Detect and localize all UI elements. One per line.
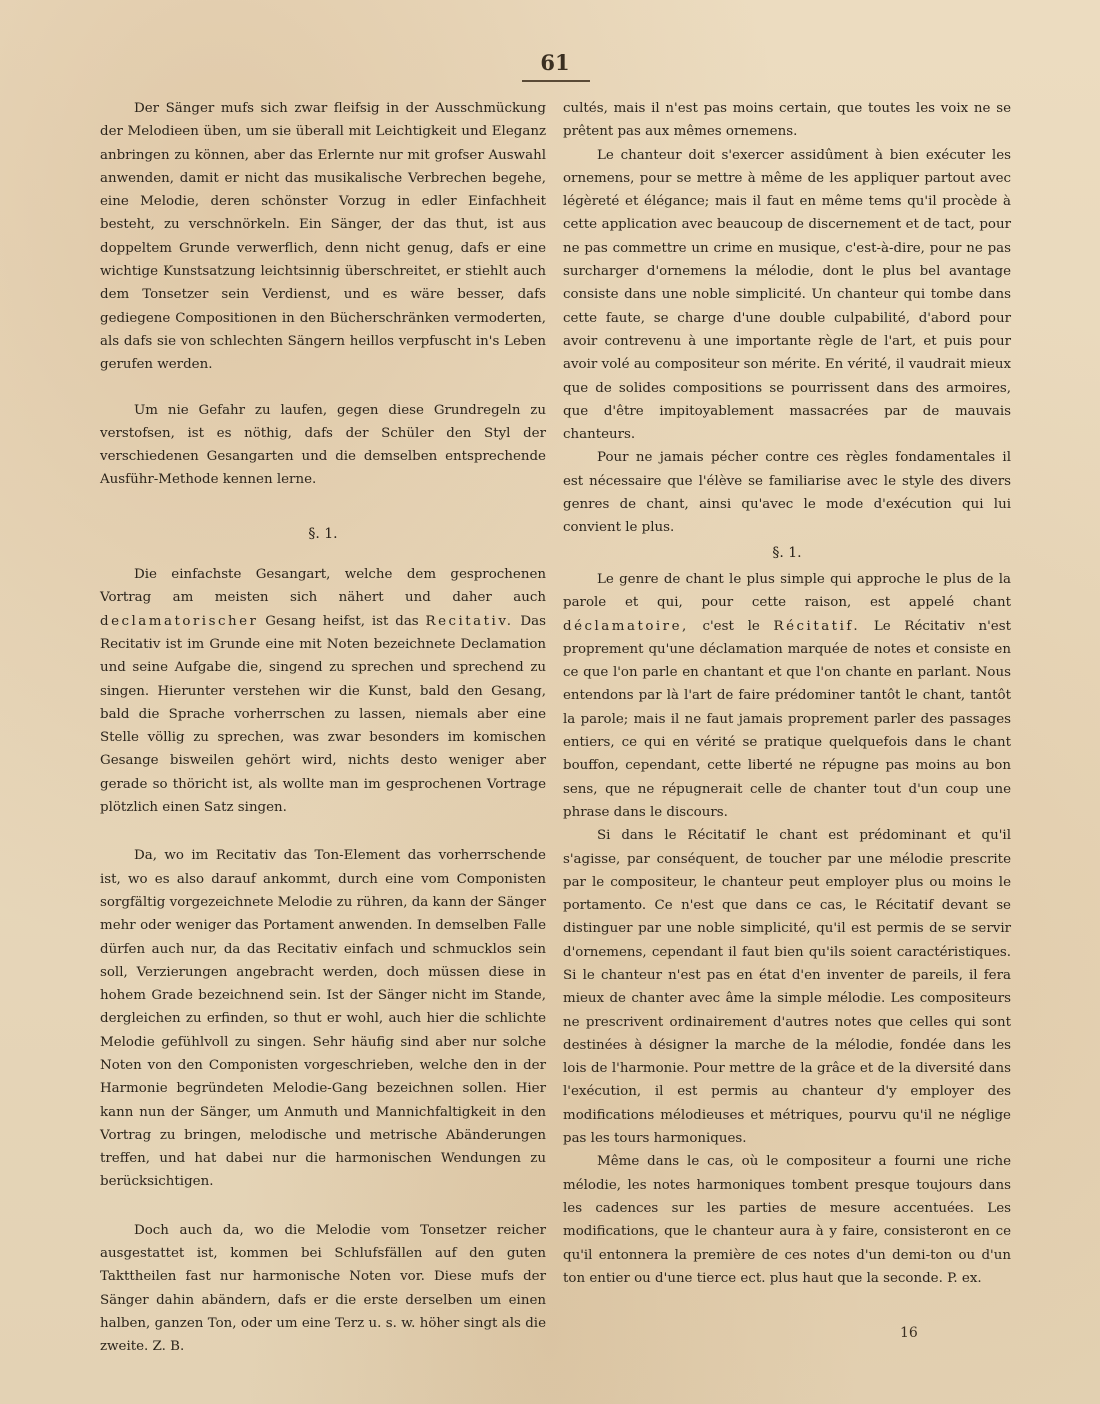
signature-number: 16 <box>900 1325 918 1341</box>
german-paragraph-1: Der Sänger mufs sich zwar fleifsig in der Ausschmückung der Melodieen üben, um sie überall mit Leichtigkeit und Eleganz anbringen zu können, aber das Erlernte nur mit grofser Auswahl anwenden, damit er nicht das musikalische Verbrechen begehe, eine Melodie, deren schönster Vorzug in edler Einfachheit besteht, zu verschnörkeln. Ein Sänger, der das thut, ist aus doppeltem Grunde verwerflich, denn nicht genug, dafs er eine wichtige Kunstsatzung leichtsinnig überschreitet, er stiehlt auch dem Tonsetzer sein Verdienst, und es wäre besser, dafs gediegene Compositionen in den Bücherschränken vermoderten, als dafs sie von schlechten Sängern heillos verpfuscht in's Leben gerufen werden. <box>100 101 546 373</box>
german-paragraph-2: Um nie Gefahr zu laufen, gegen diese Grundregeln zu verstofsen, ist es nöthig, dafs der Schüler den Styl der verschiedenen Gesangarten und die demselben entsprechende Ausführ-Methode kennen lerne. <box>100 402 546 488</box>
french-paragraph-3: Pour ne jamais pécher contre ces règles fondamentales il est nécessaire que l'élève se familiarise avec le style des divers genres de chant, ainsi qu'avec le mode d'exécution qui lui convient le plus. <box>563 450 1011 536</box>
term-declamatorischer: declamatorischer <box>100 613 259 629</box>
german-paragraph-3-text-c: Das Recitativ ist im Grunde eine mit Noten bezeichnete Declamation und seine Aufgabe die, singend zu sprechen und sprechend zu singen. Hierunter verstehen wir die Kunst, bald den Gesang, bald die Sprache vorherrschen zu lassen, niemals aber eine Stelle völlig zu sprechen, was zwar besonders im komischen Gesange bisweilen gehört wird, nichts desto weniger aber gerade so thöricht ist, als wollte man im gesprochenen Vortrage plötzlich einen Satz singen. <box>100 613 547 816</box>
german-paragraph-5: Doch auch da, wo die Melodie vom Tonsetzer reicher ausgestattet ist, kommen bei Schlufsfällen auf den guten Takttheilen fast nur harmonische Noten vor. Diese mufs der Sänger dahin abändern, dafs er die erste derselben um einen halben, ganzen Ton, oder um eine Terz u. s. w. höher singt als die zweite. Z. B. <box>100 1222 546 1355</box>
french-paragraph-4-text-c: Le Récitativ n'est proprement qu'une déclamation marquée de notes et consiste en ce que l'on parle en chantant et que l'on chante en parlant. Nous entendons par là l'art de faire prédominer tantôt le chant, tantôt la parole; mais il ne faut jamais proprement parler des passages entiers, ce qui en vérité se pratique quelquefois dans le chant bouffon, cependant, cette liberté ne répugne pas moins au bon sens, que ne répugnerait celle de chanter tout d'un coup une phrase dans le discours. <box>563 618 1011 820</box>
term-recitatif: Récitatif. <box>773 618 861 634</box>
german-paragraph-3-text-a: Die einfachste Gesangart, welche dem gesprochenen Vortrag am meisten sich nähert und daher auch <box>100 567 546 606</box>
page-number: 61 <box>540 50 570 75</box>
french-paragraph-4 <box>563 568 1011 824</box>
french-paragraph-4-text-a: Le genre de chant le plus simple qui approche le plus de la parole et qui, pour cette raison, est appelé chant <box>563 571 1011 611</box>
german-section-heading: §. 1. <box>308 525 338 542</box>
french-paragraph-5: Si dans le Récitatif le chant est prédominant et qu'il s'agisse, par conséquent, de toucher par une mélodie prescrite par le compositeur, le chanteur peut employer plus ou moins le portamento. Ce n'est que dans ce cas, le Récitatif devant se distinguer par une noble simplicité, qu'il est permis de se servir d'ornemens, cependant il faut bien qu'ils soient caractéristiques. Si le chanteur n'est pas en état d'en inventer de pareils, il fera mieux de chanter avec âme la simple mélodie. Les compositeurs ne prescrivent ordinairement d'autres notes que celles qui sont destinées à désigner la marche de la mélodie, fondée dans les lois de l'harmonie. Pour mettre de la grâce et de la diversité dans l'exécution, il est permis au chanteur d'y employer des modifications mélodieuses et métriques, pourvu qu'il ne néglige pas les tours harmoniques. <box>563 828 1011 1147</box>
german-paragraph-4: Da, wo im Recitativ das Ton-Element das vorherrschende ist, wo es also darauf ankommt, durch eine vom Componisten sorgfältig vorgezeichnete Melodie zu rühren, da kann der Sänger mehr oder weniger das Portament anwenden. In demselben Falle dürfen auch nur, da das Recitativ einfach und schmucklos sein soll, Verzierungen angebracht werden, doch müssen diese in hohem Grade bezeichnend sein. Ist der Sänger nicht im Stande, dergleichen zu erfinden, so thut er wohl, auch hier die schlichte Melodie gefühlvoll zu singen. Sehr häufig sind aber nur solche Noten von den Componisten vorgeschrieben, welche den in der Harmonie begründeten Melodie-Gang bezeichnen sollen. Hier kann nun der Sänger, um Anmuth und Mannichfaltigkeit in den Vortrag zu bringen, melodische und metrische Abänderungen treffen, und hat dabei nur die harmonischen Wendungen zu berücksichtigen. <box>100 848 546 1190</box>
term-recitativ: Recitativ. <box>425 613 514 629</box>
french-section-heading: §. 1. <box>772 544 802 561</box>
term-declamatoire: déclamatoire, <box>563 618 689 634</box>
french-paragraph-1: cultés, mais il n'est pas moins certain, que toutes les voix ne se prêtent pas aux mêmes ornemens. <box>563 101 1011 140</box>
french-paragraph-2: Le chanteur doit s'exercer assidûment à bien exécuter les ornemens, pour se mettre à même de les appliquer partout avec légèreté et élégance; mais il faut en même tems qu'il procède à cette application avec beaucoup de discernement et de tact, pour ne pas commettre un crime en musique, c'est-à-dire, pour ne pas surcharger d'ornemens la mélodie, dont le plus bel avantage consiste dans une noble simplicité. Un chanteur qui tombe dans cette faute, se charge d'une double culpabilité, d'abord pour avoir contrevenu à une importante règle de l'art, et puis pour avoir volé au compositeur son mérite. En vérité, il vaudrait mieux que de solides compositions se pourrissent dans des armoires, que d'être impitoyablement massacrées par de mauvais chanteurs. <box>563 147 1011 443</box>
french-paragraph-4-text-b: c'est le <box>702 618 760 634</box>
german-column <box>100 97 546 1359</box>
page-number-rule <box>522 80 590 82</box>
german-paragraph-3 <box>100 563 546 819</box>
french-paragraph-6: Même dans le cas, où le compositeur a fourni une riche mélodie, les notes harmoniques tombent presque toujours dans les cadences sur les parties de mesure accentuées. Les modifications, que le chanteur aura à y faire, consisteront en ce qu'il entonnera la première de ces notes d'un demi-ton ou d'un ton entier ou d'une tierce ect. plus haut que la seconde. P. ex. <box>563 1154 1011 1286</box>
french-column <box>563 97 1011 1290</box>
german-paragraph-3-text-b: Gesang heifst, ist das <box>265 613 419 629</box>
